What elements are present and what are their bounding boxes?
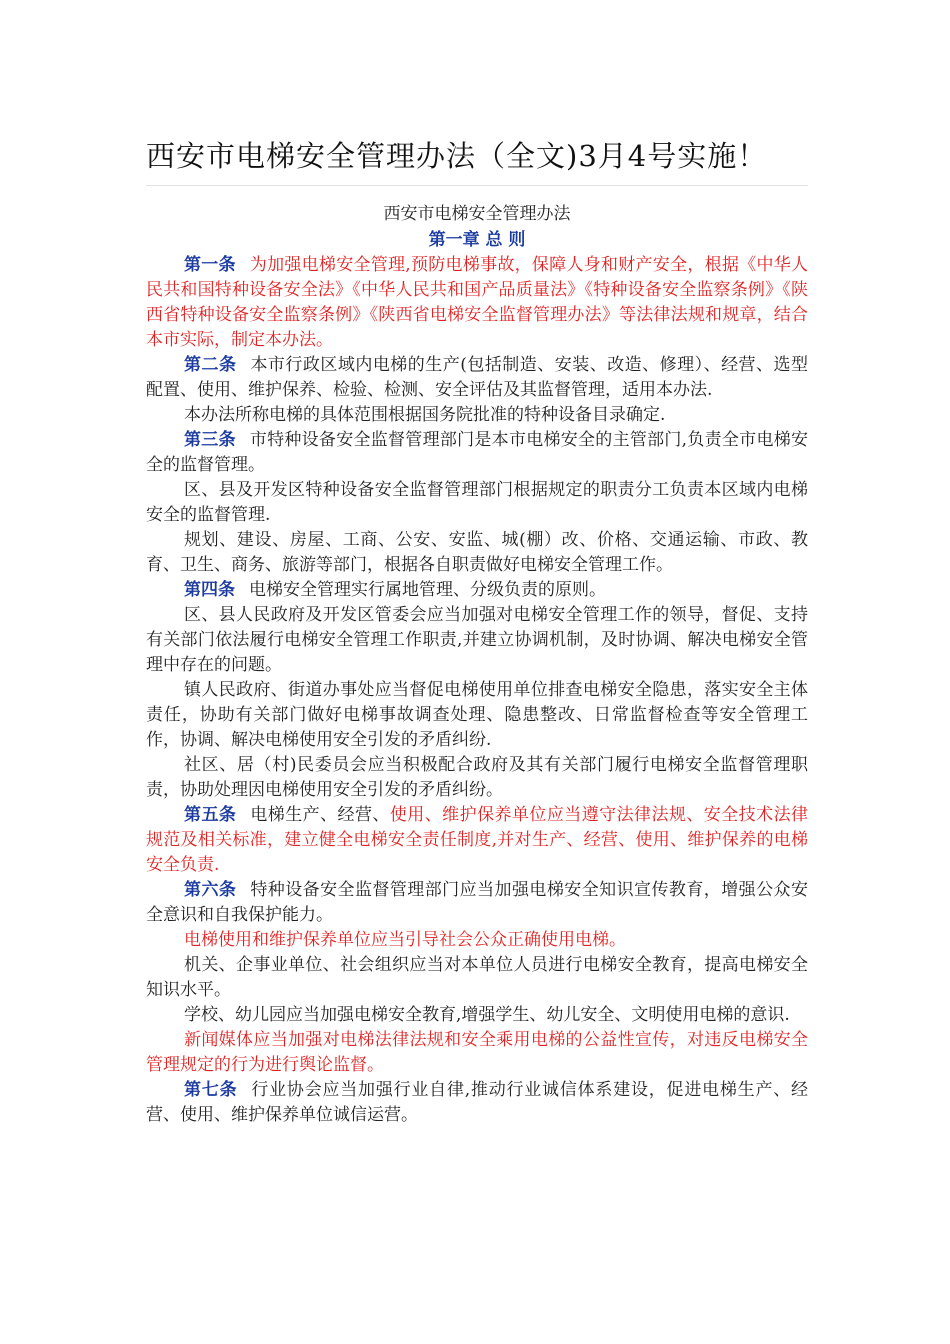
page-title: 西安市电梯安全管理办法（全文)3月4号实施！	[146, 139, 768, 173]
highlight-paragraph	[146, 928, 808, 953]
article-text-highlight: 使用、维护保养单位应当遵守法律法规、安全技术法律规范及相关标准，建立健全电梯安全责任制度,并对生产、经营、使用、维护保养的电梯安全负责.	[146, 805, 809, 875]
article-label: 第三条	[184, 430, 236, 450]
body-paragraph	[146, 1003, 808, 1028]
document-body	[146, 201, 808, 1128]
article-paragraph	[146, 1078, 808, 1128]
article-label: 第七条	[184, 1080, 238, 1100]
paragraph-text: 机关、企事业单位、社会组织应当对本单位人员进行电梯安全教育，提高电梯安全知识水平。	[146, 955, 808, 1000]
highlight-paragraph	[146, 1028, 808, 1078]
article-label: 第二条	[184, 355, 237, 375]
article-text: 市特种设备安全监督管理部门是本市电梯安全的主管部门,负责全市电梯安全的监督管理。	[146, 430, 809, 475]
paragraph-text: 本办法所称电梯的具体范围根据国务院批准的特种设备目录确定.	[184, 405, 666, 425]
article-paragraph	[146, 353, 808, 403]
paragraph-text: 区、县人民政府及开发区管委会应当加强对电梯安全管理工作的领导，督促、支持有关部门依法履行电梯安全管理工作职责,并建立协调机制，及时协调、解决电梯安全管理中存在的问题。	[146, 605, 808, 675]
article-label: 第五条	[184, 805, 237, 825]
article-paragraph	[146, 878, 808, 928]
body-paragraph	[146, 753, 808, 803]
title-divider	[146, 185, 808, 186]
article-text: 为加强电梯安全管理,预防电梯事故，保障人身和财产安全，根据《中华人民共和国特种设备安全法》《中华人民共和国产品质量法》《特种设备安全监察条例》《陕西省特种设备安全监察条例》《陕西省电梯安全监督管理办法》等法律法规和规章，结合本市实际，制定本办法。	[146, 255, 809, 350]
paragraph-text: 新闻媒体应当加强对电梯法律法规和安全乘用电梯的公益性宣传，对违反电梯安全管理规定的行为进行舆论监督。	[146, 1030, 808, 1075]
body-paragraph	[146, 403, 808, 428]
article-text-plain: 电梯生产、经营、	[250, 805, 390, 825]
article-text: 电梯安全管理实行属地管理、分级负责的原则。	[249, 580, 606, 600]
body-paragraph	[146, 528, 808, 578]
article-label: 第一条	[184, 255, 236, 275]
article-paragraph	[146, 803, 808, 878]
paragraph-text: 电梯使用和维护保养单位应当引导社会公众正确使用电梯。	[184, 930, 626, 950]
article-label: 第六条	[184, 880, 237, 900]
body-paragraph	[146, 603, 808, 678]
article-text: 特种设备安全监督管理部门应当加强电梯安全知识宣传教育，增强公众安全意识和自我保护能力。	[146, 880, 809, 925]
article-text: 本市行政区域内电梯的生产(包括制造、安装、改造、修理）、经营、选型配置、使用、维护保养、检验、检测、安全评估及其监督管理，适用本办法.	[146, 355, 808, 400]
paragraph-text: 区、县及开发区特种设备安全监督管理部门根据规定的职责分工负责本区域内电梯安全的监督管理.	[146, 480, 808, 525]
document-title: 西安市电梯安全管理办法	[383, 204, 571, 224]
article-paragraph	[146, 578, 808, 603]
body-paragraph	[146, 678, 808, 753]
article-text: 行业协会应当加强行业自律,推动行业诚信体系建设，促进电梯生产、经营、使用、维护保养单位诚信运营。	[146, 1080, 809, 1125]
body-paragraph	[146, 953, 808, 1003]
paragraph-text: 规划、建设、房屋、工商、公安、安监、城(棚）改、价格、交通运输、市政、教育、卫生、商务、旅游等部门，根据各自职责做好电梯安全管理工作。	[146, 530, 808, 575]
paragraph-text: 社区、居（村)民委员会应当积极配合政府及其有关部门履行电梯安全监督管理职责，协助处理因电梯使用安全引发的矛盾纠纷。	[146, 755, 808, 800]
article-label: 第四条	[184, 580, 235, 600]
paragraph-text: 学校、幼儿园应当加强电梯安全教育,增强学生、幼儿安全、文明使用电梯的意识.	[184, 1005, 790, 1025]
article-paragraph	[146, 253, 808, 353]
chapter-heading: 第一章 总 则	[428, 230, 526, 250]
body-paragraph	[146, 478, 808, 528]
article-paragraph	[146, 428, 808, 478]
paragraph-text: 镇人民政府、街道办事处应当督促电梯使用单位排查电梯安全隐患，落实安全主体责任，协助有关部门做好电梯事故调查处理、隐患整改、日常监督检查等安全管理工作，协调、解决电梯使用安全引发的矛盾纠纷.	[146, 680, 808, 750]
